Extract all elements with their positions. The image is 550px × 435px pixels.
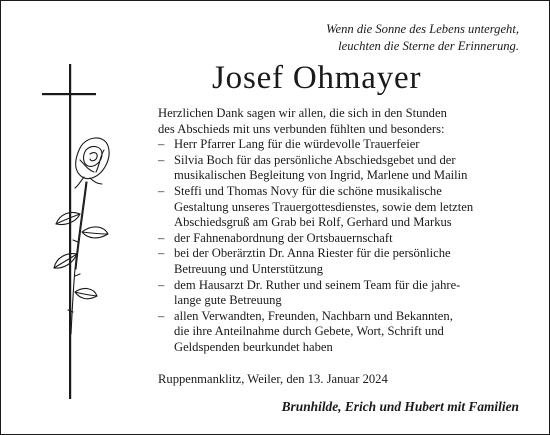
list-item-line: Silvia Boch für das persönliche Abschiedsgebet und der: [174, 152, 456, 167]
signature: Brunhilde, Erich und Hubert mit Familien: [281, 399, 519, 414]
cross-with-rose-icon: [42, 64, 132, 399]
intro-paragraph: [158, 106, 473, 137]
list-item-line: die ihre Anteilnahme durch Gebete, Wort, Schrift und: [174, 324, 444, 339]
list-item-line: dem Hausarzt Dr. Ruther und seinem Team für die jahre-: [174, 277, 461, 292]
list-item-line: bei der Oberärztin Dr. Anna Riester für die persönliche: [174, 246, 451, 261]
dash-bullet: –: [158, 152, 165, 167]
dash-bullet: –: [158, 277, 165, 292]
dash-bullet: –: [158, 308, 165, 323]
list-item-line: musikalischen Begleitung von Ingrid, Marlene und Mailin: [174, 168, 468, 183]
dash-bullet: –: [158, 183, 165, 198]
list-item-line: Gestaltung unseres Trauergottesdienstes, sowie dem letzten: [174, 199, 474, 214]
list-item: [158, 246, 473, 277]
dash-bullet: –: [158, 137, 165, 152]
intro-line-2: des Abschieds mit uns verbunden fühlten und besonders:: [158, 121, 445, 136]
list-item: [158, 153, 473, 184]
place-and-date: Ruppenmanklitz, Weiler, den 13. Januar 2024: [158, 372, 388, 386]
list-item: [158, 184, 473, 231]
list-item: [158, 231, 473, 247]
thanks-text: [158, 106, 473, 356]
deceased-name: Josef Ohmayer: [212, 60, 422, 96]
list-item-line: Geldspenden beurkundet haben: [174, 339, 333, 354]
list-item-line: Steffi und Thomas Novy für die schöne musikalische: [174, 183, 442, 198]
intro-line-1: Herzlichen Dank sagen wir allen, die sich in den Stunden: [158, 106, 447, 120]
rose-icon: [54, 138, 109, 334]
dash-bullet: –: [158, 246, 165, 261]
quote-line-1: Wenn die Sonne des Lebens untergeht,: [326, 22, 519, 36]
memorial-quote: [326, 21, 519, 55]
list-item-line: der Fahnenabordnung der Ortsbauernschaft: [174, 230, 393, 245]
thanks-list: [158, 137, 473, 355]
list-item-line: lange gute Betreuung: [174, 293, 282, 308]
list-item: [158, 278, 473, 309]
list-item-line: allen Verwandten, Freunden, Nachbarn und Bekannten,: [174, 308, 453, 323]
cross-icon: [42, 64, 96, 399]
quote-line-2: leuchten die Sterne der Erinnerung.: [338, 39, 519, 53]
list-item-line: Abschiedsgruß am Grab bei Rolf, Gerhard und Markus: [174, 215, 452, 230]
list-item-line: Herr Pfarrer Lang für die würdevolle Trauerfeier: [174, 137, 420, 152]
dash-bullet: –: [158, 230, 165, 245]
list-item: [158, 309, 473, 356]
list-item: [158, 137, 473, 153]
list-item-line: Betreuung und Unterstützung: [174, 261, 323, 276]
